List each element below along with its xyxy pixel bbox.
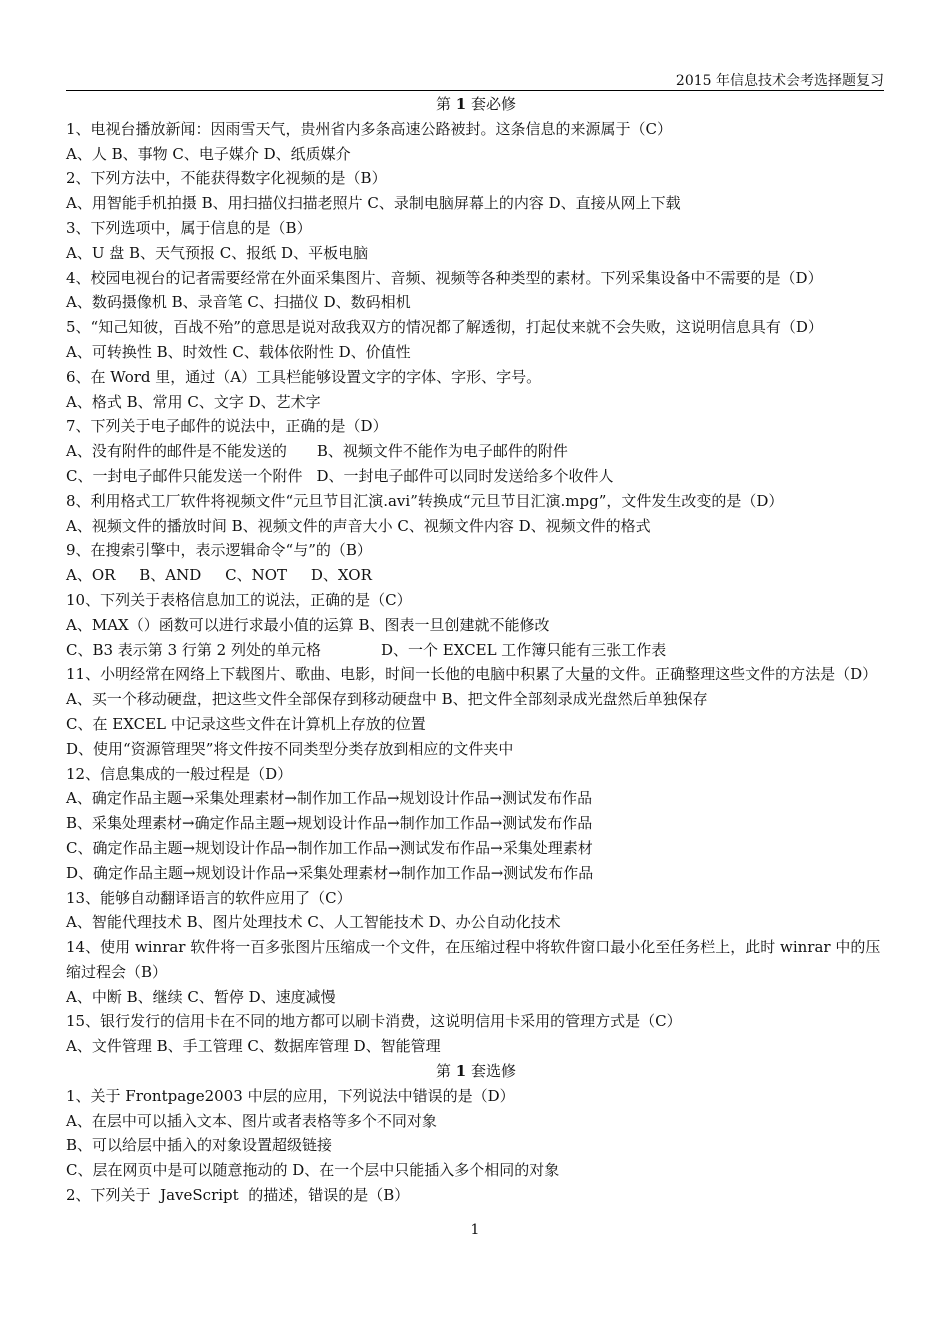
question-options: A、MAX（）函数可以进行求最小值的运算 B、图表一旦创建就不能修改 (66, 615, 550, 634)
option-c: C、一封电子邮件只能发送一个附件 (66, 466, 303, 485)
question-stem: 3、下列选项中，属于信息的是（B） (66, 218, 312, 237)
running-header: 2015 年信息技术会考选择题复习 (675, 73, 884, 89)
option-b: B、可以给层中插入的对象设置超级链接 (66, 1136, 333, 1155)
question-options (66, 464, 886, 489)
question-options: A、视频文件的播放时间 B、视频文件的声音大小 C、视频文件内容 D、视频文件的格式 (66, 516, 651, 535)
question-stem: 6、在 Word 里，通过（A）工具栏能够设置文字的字体、字形、字号。 (66, 367, 542, 386)
section-title-suffix: 套必修 (466, 95, 516, 113)
question-stem: 2、下列方法中，不能获得数字化视频的是（B） (66, 169, 387, 188)
question-stem: 8、利用格式工厂软件将视频文件“元旦节目汇演.avi”转换成“元旦节目汇演.mpg”，文件发生改变的是（D） (66, 491, 784, 510)
option-b: B、视频文件不能作为电子邮件的附件 (316, 442, 568, 461)
question-stem: 15、银行发行的信用卡在不同的地方都可以刷卡消费，这说明信用卡采用的管理方式是（C） (66, 1012, 682, 1031)
header-rule (66, 90, 884, 91)
question-stem: 5、“知己知彼，百战不殆”的意思是说对敌我双方的情况都了解透彻，打起仗来就不会失败，这说明信息具有（D） (66, 318, 823, 337)
section-title-required (66, 92, 886, 117)
question-options: A、中断 B、继续 C、暂停 D、速度减慢 (66, 987, 336, 1006)
section-title-number: 1 (455, 1062, 467, 1081)
option-d: D、一封电子邮件可以同时发送给多个收件人 (316, 466, 614, 485)
option-c: C、B3 表示第 3 行第 2 列处的单元格 (66, 640, 321, 659)
question-options: A、格式 B、常用 C、文字 D、艺术字 (66, 392, 321, 411)
question-options: A、人 B、事物 C、电子媒介 D、纸质媒介 (66, 144, 351, 163)
question-options: A、智能代理技术 B、图片处理技术 C、人工智能技术 D、办公自动化技术 (66, 913, 561, 932)
question-stem: 10、下列关于表格信息加工的说法，正确的是（C） (66, 590, 412, 609)
question-options: A、OR B、AND C、NOT D、XOR (66, 566, 372, 585)
question-options: C、在 EXCEL 中记录这些文件在计算机上存放的位置 (66, 714, 426, 733)
option-a: A、没有附件的邮件是不能发送的 (66, 442, 287, 461)
document-body (66, 92, 886, 1208)
question-options: C、层在网页中是可以随意拖动的 D、在一个层中只能插入多个相同的对象 (66, 1161, 560, 1180)
question-stem: 4、校园电视台的记者需要经常在外面采集图片、音频、视频等各种类型的素材。下列采集设备中不需要的是（D） (66, 268, 823, 287)
option-c: C、确定作品主题→规划设计作品→制作加工作品→测试发布作品→采集处理素材 (66, 838, 593, 857)
section-title-elective (66, 1059, 886, 1084)
question-stem: 14、使用 winrar 软件将一百多张图片压缩成一个文件，在压缩过程中将软件窗口最小化至任务栏上，此时 winrar 中的压缩过程会（B） (66, 938, 881, 981)
page-number: 1 (470, 1222, 480, 1238)
section-title-number: 1 (455, 95, 467, 113)
question-stem: 9、在搜索引擎中，表示逻辑命令“与”的（B） (66, 541, 372, 560)
section-title-prefix: 第 (436, 1062, 456, 1081)
section-title-prefix: 第 (436, 95, 456, 113)
question-options (66, 638, 886, 663)
option-a: A、确定作品主题→采集处理素材→制作加工作品→规划设计作品→测试发布作品 (66, 789, 593, 808)
question-stem: 1、关于 Frontpage2003 中层的应用，下列说法中错误的是（D） (66, 1086, 515, 1105)
question-options: A、用智能手机拍摄 B、用扫描仪扫描老照片 C、录制电脑屏幕上的内容 D、直接从网上下载 (66, 194, 681, 213)
question-options: A、U 盘 B、天气预报 C、报纸 D、平板电脑 (66, 243, 369, 262)
question-options (66, 439, 886, 464)
option-b: B、采集处理素材→确定作品主题→规划设计作品→制作加工作品→测试发布作品 (66, 814, 593, 833)
option-a: A、在层中可以插入文本、图片或者表格等多个不同对象 (66, 1111, 437, 1130)
question-stem: 12、信息集成的一般过程是（D） (66, 764, 293, 783)
question-options: A、数码摄像机 B、录音笔 C、扫描仪 D、数码相机 (66, 293, 411, 312)
question-stem: 2、下列关于 JaveScript 的描述，错误的是（B） (66, 1186, 410, 1205)
question-options: A、文件管理 B、手工管理 C、数据库管理 D、智能管理 (66, 1037, 441, 1056)
question-stem: 1、电视台播放新闻：因雨雪天气，贵州省内多条高速公路被封。这条信息的来源属于（C） (66, 119, 673, 138)
question-options: D、使用“资源管理哭”将文件按不同类型分类存放到相应的文件夹中 (66, 739, 514, 758)
question-options: A、可转换性 B、时效性 C、载体依附性 D、价值性 (66, 342, 411, 361)
question-stem: 7、下列关于电子邮件的说法中，正确的是（D） (66, 417, 388, 436)
section-title-suffix: 套选修 (466, 1062, 516, 1081)
question-options: A、买一个移动硬盘，把这些文件全部保存到移动硬盘中 B、把文件全部刻录成光盘然后单独保存 (66, 690, 708, 709)
question-stem: 11、小明经常在网络上下载图片、歌曲、电影，时间一长他的电脑中积累了大量的文件。正确整理这些文件的方法是（D） (66, 665, 878, 684)
question-stem: 13、能够自动翻译语言的软件应用了（C） (66, 888, 352, 907)
option-d: D、一个 EXCEL 工作簿只能有三张工作表 (380, 640, 667, 659)
option-d: D、确定作品主题→规划设计作品→采集处理素材→制作加工作品→测试发布作品 (66, 863, 594, 882)
